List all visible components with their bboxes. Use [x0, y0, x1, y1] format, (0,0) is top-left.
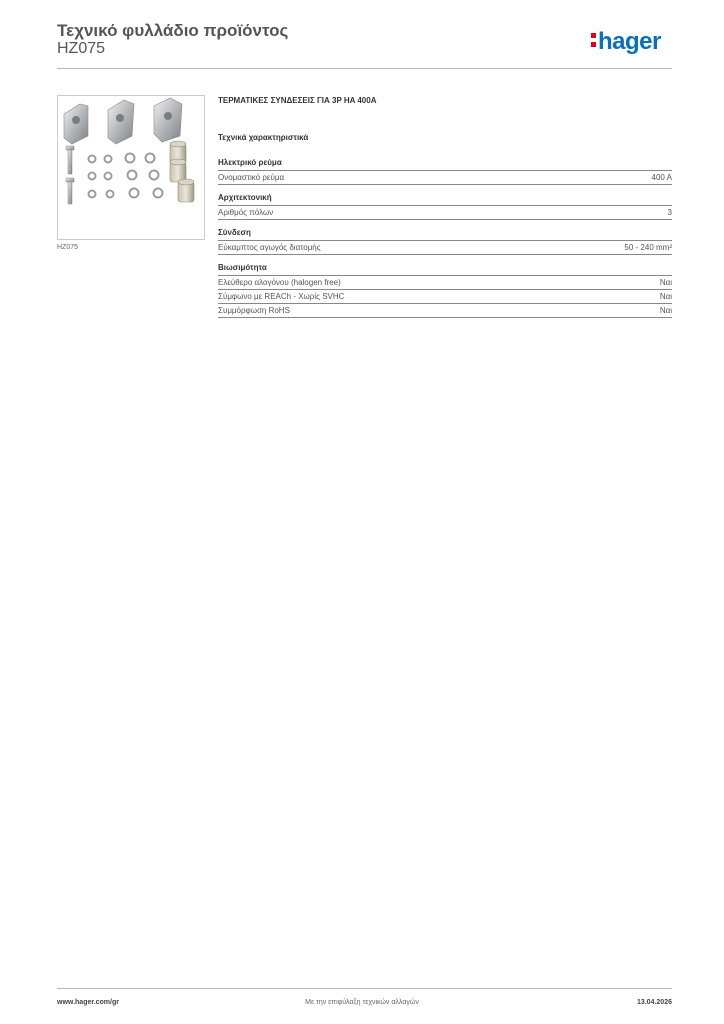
- spec-label: Συμμόρφωση RoHS: [218, 306, 290, 315]
- section-electrical: [218, 158, 672, 185]
- spec-label: Εύκαμπτος αγωγός διατομής: [218, 243, 321, 252]
- section-architecture: [218, 193, 672, 220]
- header-divider: [57, 68, 672, 69]
- spec-value: Ναι: [659, 292, 672, 301]
- section-title: Αρχιτεκτονική: [218, 193, 672, 206]
- spec-label: Αριθμός πόλων: [218, 208, 274, 217]
- spec-label: Ελεύθερο αλογόνου (halogen free): [218, 278, 341, 287]
- tech-heading: Τεχνικά χαρακτηριστικά: [218, 133, 309, 142]
- website-link[interactable]: www.hager.com/gr: [57, 999, 119, 1006]
- product-code: HZ075: [57, 40, 106, 57]
- spec-value: Ναι: [659, 306, 672, 315]
- spec-label: Ονομαστικό ρεύμα: [218, 173, 285, 182]
- product-parts-icon: [58, 96, 204, 239]
- spec-label: Σύμφωνο με REACh - Χωρίς SVHC: [218, 292, 345, 301]
- section-title: Βιωσιμότητα: [218, 263, 672, 276]
- spec-value: Ναι: [659, 278, 672, 287]
- logo-text: hager: [598, 28, 661, 55]
- image-caption: HZ075: [57, 244, 79, 251]
- footer-date: 13.04.2026: [636, 999, 672, 1006]
- spec-row: [218, 241, 672, 255]
- section-title: Ηλεκτρικό ρεύμα: [218, 158, 672, 171]
- hager-logo: [591, 28, 661, 56]
- spec-content: [218, 96, 672, 326]
- logo-dots-icon: [591, 33, 596, 47]
- spec-row: [218, 290, 672, 304]
- section-sustainability: [218, 263, 672, 318]
- spec-value: 3: [667, 208, 672, 217]
- footer-divider: [57, 988, 672, 989]
- product-title: ΤΕΡΜΑΤΙΚΕΣ ΣΥΝΔΕΣΕΙΣ ΓΙΑ 3P HA 400A: [218, 96, 377, 105]
- document-title: Τεχνικό φυλλάδιο προϊόντος: [57, 21, 289, 40]
- spec-row: [218, 304, 672, 318]
- spec-value: 50 - 240 mm²: [624, 243, 672, 252]
- product-image: [57, 95, 205, 240]
- footer-notice: Με την επιφύλαξη τεχνικών αλλαγών: [305, 999, 419, 1006]
- spec-row: [218, 206, 672, 220]
- section-connection: [218, 228, 672, 255]
- spec-value: 400 A: [651, 173, 672, 182]
- spec-row: [218, 171, 672, 185]
- section-title: Σύνδεση: [218, 228, 672, 241]
- spec-row: [218, 276, 672, 290]
